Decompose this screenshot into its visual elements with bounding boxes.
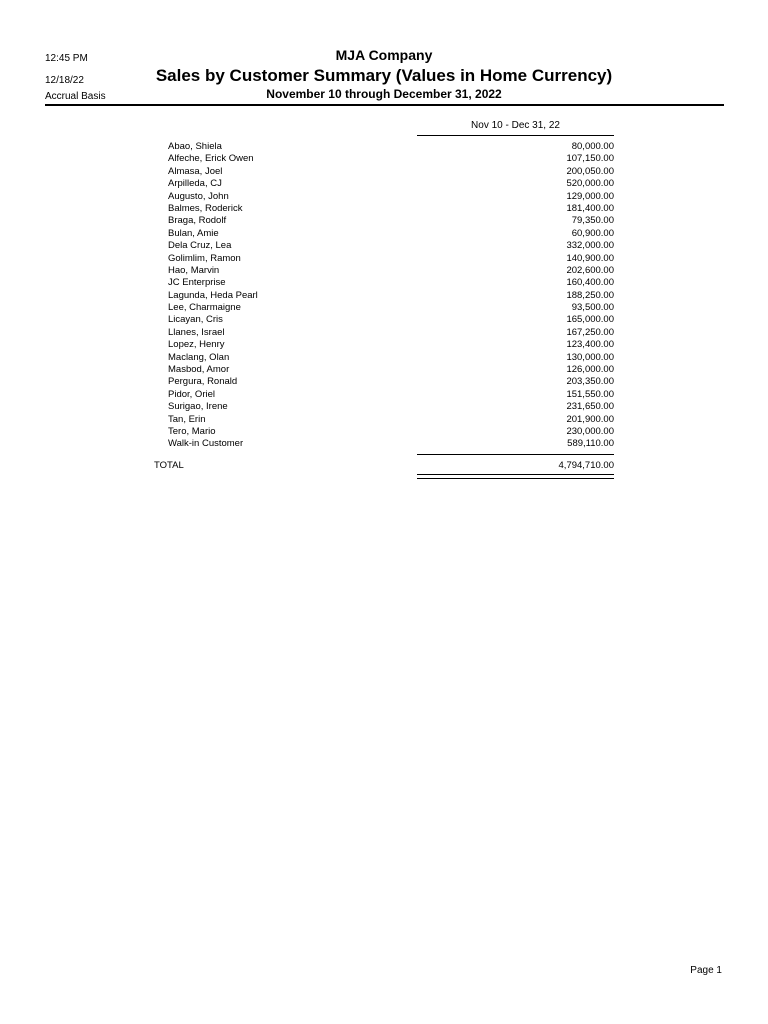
customer-name: Tero, Mario [168,425,216,437]
report-title: Sales by Customer Summary (Values in Home Currency) [155,66,613,85]
customer-amount: 151,550.00 [566,388,614,400]
customer-name: Pergura, Ronald [168,376,238,388]
customer-name: Maclang, Olan [168,351,230,363]
total-label: TOTAL [154,460,184,471]
column-header-rule [417,135,614,136]
table-row [0,401,768,413]
customer-amount: 202,600.00 [566,264,614,276]
customer-name: Alfeche, Erick Owen [168,153,254,165]
customer-name: Lagunda, Heda Pearl [168,289,258,301]
customer-amount: 181,400.00 [566,202,614,214]
customer-name: Masbod, Amor [168,364,230,376]
customer-name: Hao, Marvin [168,264,220,276]
customer-amount: 93,500.00 [571,302,614,314]
customer-name: Balmes, Roderick [168,202,243,214]
table-row [0,426,768,438]
customer-name: Augusto, John [168,190,229,202]
customer-name: Golimlim, Ramon [168,252,241,264]
table-row [0,228,768,240]
customer-amount: 79,350.00 [571,215,614,227]
table-row [0,414,768,426]
company-name: MJA Company [335,47,433,63]
table-row [0,265,768,277]
table-row [0,240,768,252]
customer-name: Abao, Shiela [168,141,222,152]
customer-amount: 188,250.00 [566,289,614,301]
customer-amount: 130,000.00 [566,351,614,363]
customer-name: Dela Cruz, Lea [168,240,232,252]
table-row [0,314,768,326]
table-row [0,389,768,401]
customer-amount: 230,000.00 [566,425,614,437]
accounting-basis: Accrual Basis [45,91,106,102]
table-row [0,339,768,351]
table-row [0,253,768,265]
customer-amount: 167,250.00 [566,326,614,338]
customer-amount: 332,000.00 [566,240,614,252]
total-double-rule [417,474,614,479]
customer-amount: 520,000.00 [566,178,614,190]
customer-amount: 201,900.00 [566,413,614,425]
table-row [0,364,768,376]
customer-name: Llanes, Israel [168,326,225,338]
table-row [0,438,768,450]
table-row [0,191,768,203]
customer-name: Lee, Charmaigne [168,302,241,314]
table-row [0,141,768,153]
customer-amount: 203,350.00 [566,376,614,388]
column-header: Nov 10 - Dec 31, 22 [471,120,560,131]
customer-amount: 140,900.00 [566,252,614,264]
customer-amount: 60,900.00 [571,227,614,239]
customer-table [0,141,768,451]
customer-amount: 165,000.00 [566,314,614,326]
total-rule [417,454,614,455]
table-row [0,203,768,215]
customer-amount: 589,110.00 [567,438,614,450]
customer-amount: 200,050.00 [566,165,614,177]
customer-name: Walk-in Customer [168,438,244,450]
customer-amount: 107,150.00 [566,153,614,165]
table-row [0,290,768,302]
table-row [0,166,768,178]
table-row [0,302,768,314]
table-row [0,215,768,227]
total-amount: 4,794,710.00 [558,460,614,471]
customer-amount: 129,000.00 [566,190,614,202]
table-row [0,327,768,339]
customer-name: Braga, Rodolf [168,215,227,227]
customer-name: Bulan, Amie [168,227,219,239]
table-row [0,178,768,190]
customer-name: JC Enterprise [168,277,226,289]
page-number: Page 1 [690,965,722,976]
customer-amount: 126,000.00 [566,364,614,376]
customer-amount: 80,000.00 [571,141,614,152]
header-divider [45,104,724,106]
report-date: 12/18/22 [45,75,84,86]
table-row [0,277,768,289]
table-row [0,352,768,364]
customer-name: Tan, Erin [168,413,206,425]
report-date-range: November 10 through December 31, 2022 [266,87,502,101]
customer-name: Arpilleda, CJ [168,178,222,190]
customer-amount: 123,400.00 [566,339,614,351]
customer-name: Pidor, Oriel [168,388,215,400]
customer-name: Surigao, Irene [168,401,228,413]
customer-name: Almasa, Joel [168,165,223,177]
customer-amount: 231,650.00 [566,401,614,413]
customer-name: Lopez, Henry [168,339,225,351]
customer-amount: 160,400.00 [566,277,614,289]
table-row [0,376,768,388]
report-time: 12:45 PM [45,53,88,64]
table-row [0,153,768,165]
customer-name: Licayan, Cris [168,314,223,326]
